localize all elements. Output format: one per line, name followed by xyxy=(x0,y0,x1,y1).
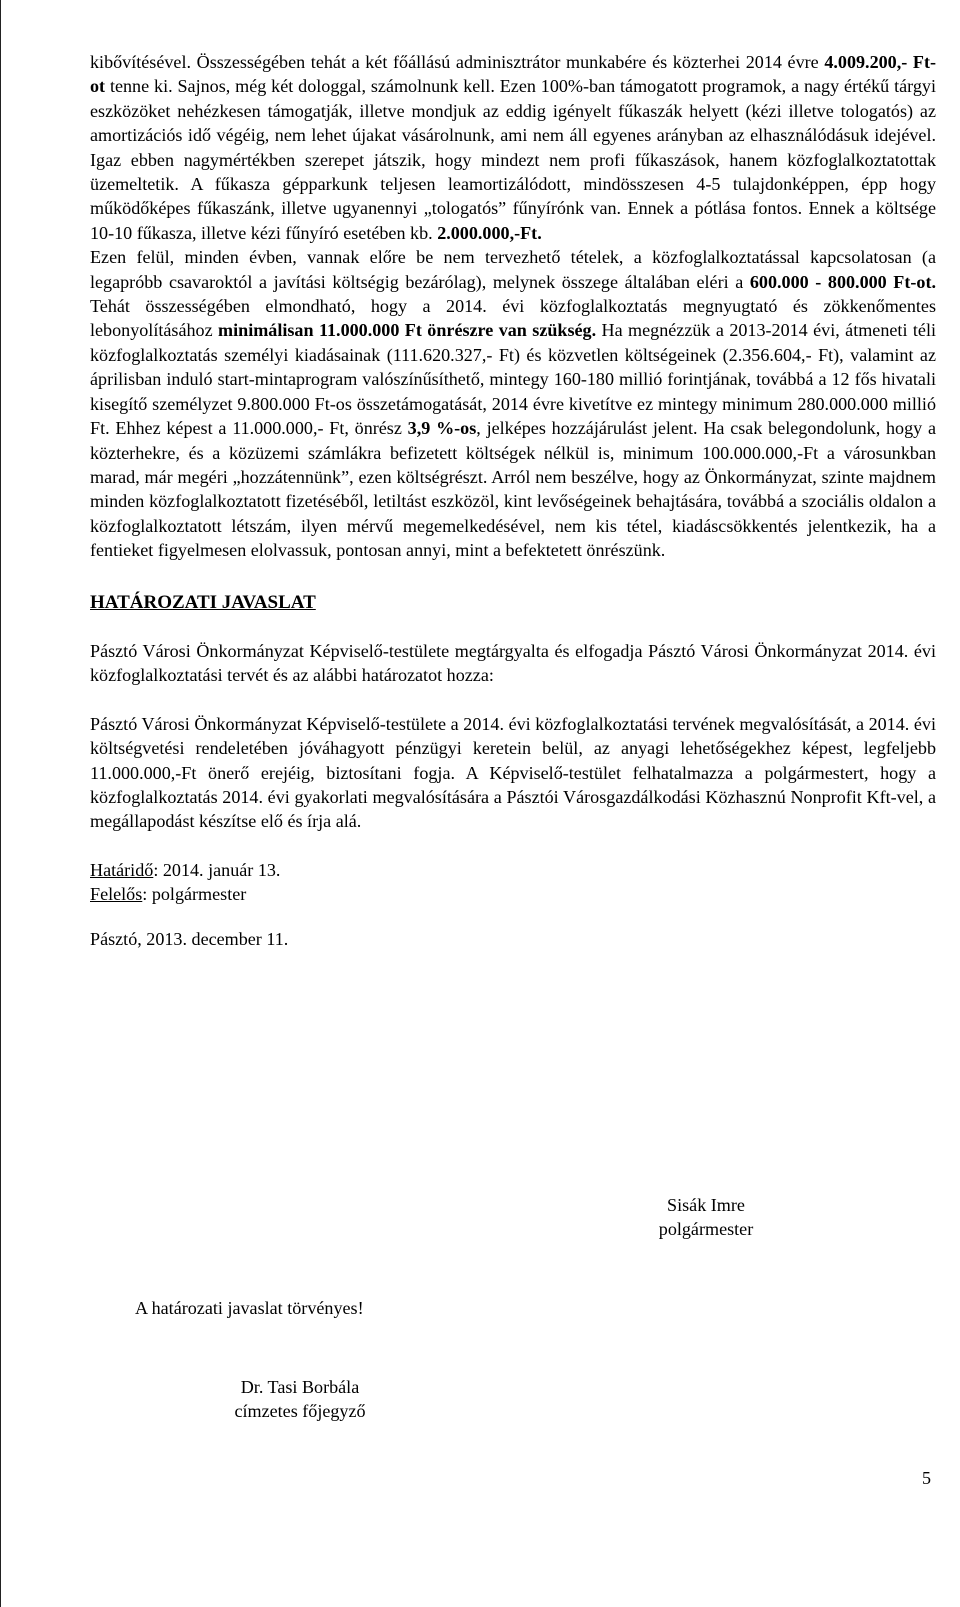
mayor-signature-block xyxy=(596,1193,816,1242)
bold-text-run: minimálisan 11.000.000 Ft önrészre van szükség. xyxy=(218,320,597,341)
text-run: Tehát összességében elmondható, hogy a 2014. évi közfoglalkoztatás megnyugtató és zökkenőmentes lebonyolításához xyxy=(90,296,936,341)
notary-name: Dr. Tasi Borbála xyxy=(240,1377,360,1397)
responsible-label: Felelős xyxy=(90,884,143,905)
paragraph-intro xyxy=(90,50,936,245)
page-number: 5 xyxy=(922,1468,931,1488)
document-page xyxy=(90,50,936,951)
notary-signature-block xyxy=(195,1375,405,1424)
text-run: kibővítésével. Összességében tehát a két főállású adminisztrátor munkabére és közterhei 2014 évre xyxy=(90,52,825,72)
bold-text-run: 4.009.200,- Ft-ot xyxy=(90,52,936,97)
bold-text-run: 600.000 - 800.000 Ft-ot. xyxy=(749,271,937,292)
deadline-line xyxy=(90,858,936,882)
text-run: tenne ki. Sajnos, még két dologgal, számolnunk kell. Ezen 100%-ban támogatott programok, a nagy értékű tárgyi eszközöket nehézkesen támogatják, illetve mondjuk az eddig igényelt fűkaszák helyett (kézi illetve tologatós) az amortizációs idő végéig, nem lehet újakat vásárolnunk, ami nem áll egyenes arányban az elhasználódásuk idejével. Igaz ebben nagymértékben szerepet játszik, hogy mindezt nem profi fűkaszások, hanem közfoglalkoztatottak üzemeltetik. A fűkasza gépparkunk teljesen leamortizálódott, mindösszesen 4-5 tulajdonképpen, épp hogy működőképes fűkaszánk, illetve ugyanennyi „tologatós” fűnyírónk van. Ennek a pótlása fontos. Ennek a költsége 10-10 fűkasza, illetve kézi fűnyíró esetében kb. xyxy=(90,76,936,243)
bold-text-run: 2.000.000,-Ft. xyxy=(437,222,542,243)
mayor-title: polgármester xyxy=(658,1219,754,1240)
page-left-edge xyxy=(0,0,1,1607)
paragraph-costs xyxy=(90,245,936,562)
legal-note: A határozati javaslat törvényes! xyxy=(135,1298,364,1318)
text-run: , jelképes hozzájárulást jelent. Ha csak belegondolunk, hogy a közterhekre, és a közüzemi számlákra befizetett költségek nélkül is, minimum 100.000.000,-Ft a városunkban marad, már megéri „hozzátennünk”, ezen költségrészt. Arról nem beszélve, hogy az Önkormányzat, szinte majdnem minden közfoglalkoztatott fizetéséből, letiltást eszközöl, kint levőségeinek behajtására, továbbá a szociális oldalon a közfoglalkoztatott létszám, ilyen mérvű megemelkedésével, nem kis tétel, kiadáscsökkentés jelentkezik, ha a fentieket figyelmesen elolvassuk, pontosan annyi, mint a befektetett önrészünk. xyxy=(90,418,936,561)
notary-title: címzetes főjegyző xyxy=(234,1401,366,1422)
paragraph-resolution-intro: Pásztó Városi Önkormányzat Képviselő-testülete megtárgyalta és elfogadja Pásztó Városi Önkormányzat 2014. évi közfoglalkoztatási tervét és az alábbi határozatot hozza: xyxy=(90,640,936,686)
responsible-line xyxy=(90,882,936,906)
deadline-value: : 2014. január 13. xyxy=(153,859,281,880)
text-run: Ezen felül, minden évben, vannak előre be nem tervezhető tételek, a közfoglalkoztatással kapcsolatosan (a legapróbb csavaroktól a javítási költségig bezárólag), melynek összege általában eléri a xyxy=(90,247,936,292)
deadline-label: Határidő xyxy=(90,859,154,880)
text-run: Ha megnézzük a 2013-2014 évi, átmeneti téli közfoglalkoztatás személyi kiadásainak (111.620.327,- Ft) és közvetlen költségeinek (2.356.604,- Ft), valamint az áprilisban induló start-mintaprogram valószínűsíthető, mintegy 160-180 millió forintjának, továbbá a 12 fős hivatali kisegítő személyzet 9.800.000 Ft-os összetámogatását, 2014 évre kivetítve ez mintegy minimum 280.000.000 millió Ft. Ehhez képest a 11.000.000,- Ft, önrész xyxy=(90,320,937,439)
resolution-heading: HATÁROZATI JAVASLAT xyxy=(90,591,316,613)
mayor-name: Sisák Imre xyxy=(667,1195,745,1215)
paragraph-resolution-text: Pásztó Városi Önkormányzat Képviselő-testülete a 2014. évi közfoglalkoztatási tervének megvalósítását, a 2014. évi költségvetési rendeletében jóváhagyott pénzügyi keretein belül, az anyagi lehetőségekhez képest, legfeljebb 11.000.000,-Ft önerő erejéig, biztosítani fogja. A Képviselő-testület felhatalmazza a polgármestert, hogy a közfoglalkoztatás 2014. évi gyakorlati megvalósítására a Pásztói Városgazdálkodási Közhasznú Nonprofit Kft-vel, a megállapodást készítse elő és írja alá. xyxy=(90,713,936,832)
bold-text-run: 3,9 %-os xyxy=(407,418,477,439)
responsible-value: : polgármester xyxy=(142,884,247,905)
place-date: Pásztó, 2013. december 11. xyxy=(90,928,289,949)
